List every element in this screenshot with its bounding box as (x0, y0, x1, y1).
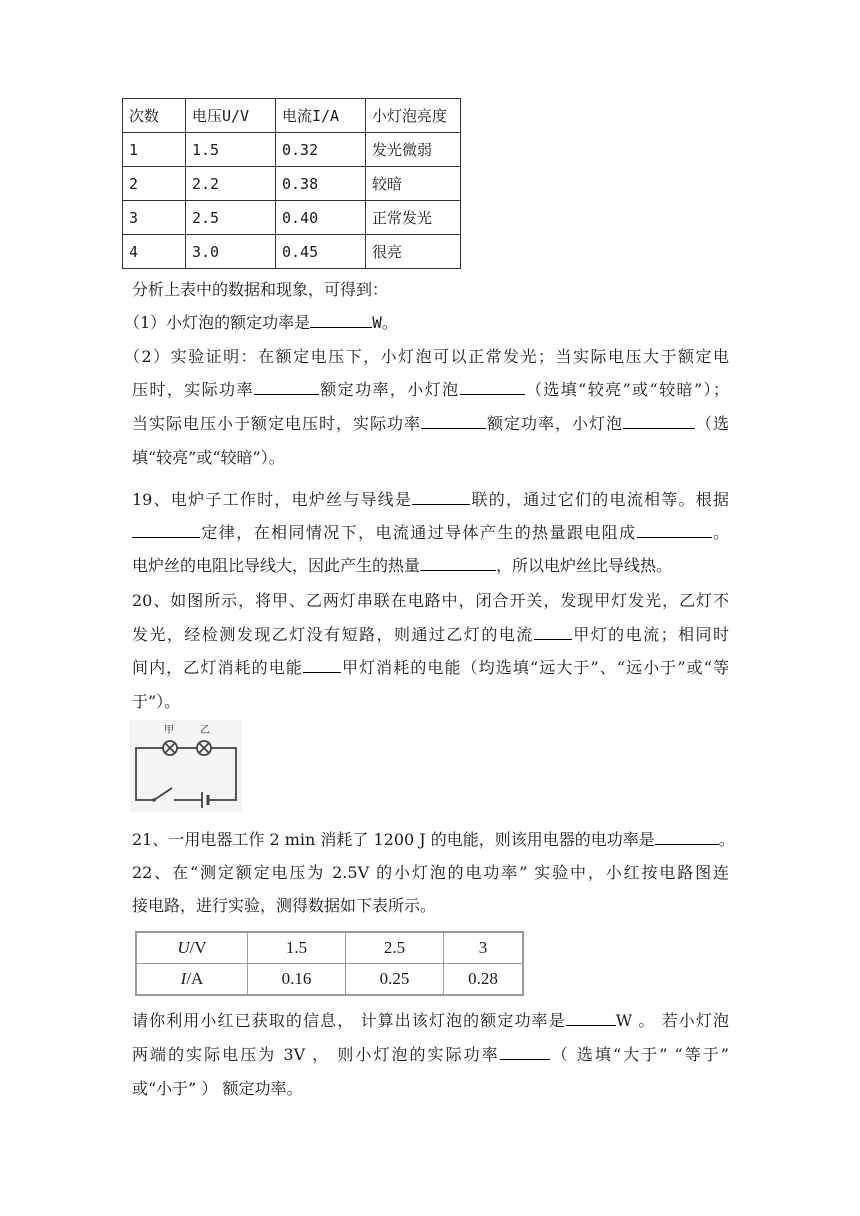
q18-text: 额定功率，小灯泡 (485, 414, 623, 433)
table-cell: 2.5 (186, 201, 276, 235)
q19-line3 (132, 556, 672, 576)
table-cell: 很亮 (366, 235, 461, 269)
q18-intro: 分析上表中的数据和现象，可得到： (132, 280, 389, 299)
q22-text: 请你利用小红已获取的信息， 计算出该灯泡的额定功率是 (132, 1011, 566, 1030)
answer-blank[interactable] (412, 490, 470, 505)
q22-line1: 22、在“测定额定电压为 2.5V 的小灯泡的电功率” 实验中，小红按电路图连 (132, 863, 729, 882)
answer-blank[interactable] (500, 1045, 550, 1060)
answer-blank[interactable] (303, 658, 341, 673)
answer-blank[interactable] (420, 556, 496, 571)
table-row (123, 133, 461, 167)
table-row (123, 201, 461, 235)
q19-text: 。 (711, 523, 729, 542)
table-cell: 发光微弱 (366, 133, 461, 167)
answer-blank[interactable] (132, 523, 200, 538)
table-cell: 3.0 (186, 235, 276, 269)
answer-blank[interactable] (534, 625, 572, 640)
table-cell: 0.16 (248, 964, 346, 996)
q20-line1: 20、如图所示，将甲、乙两灯串联在电路中，闭合开关，发现甲灯发光，乙灯不 (132, 591, 729, 610)
q18-text: 额定功率，小灯泡 (318, 380, 460, 399)
q22-line5: 或“小于” ） 额定功率。 (132, 1079, 303, 1098)
q18-part1-unit: W。 (372, 313, 398, 332)
table-cell: 1 (123, 133, 186, 167)
answer-blank[interactable] (655, 830, 719, 845)
table-cell: 0.28 (444, 964, 524, 996)
q19-text: 定律，在相同情况下，电流通过导体产生的热量跟电阻成 (200, 523, 637, 542)
q22-line4 (132, 1045, 729, 1065)
answer-blank[interactable] (566, 1011, 616, 1026)
q18-text: 当实际电压小于额定电压时，实际功率 (132, 414, 421, 433)
table-cell: 1.5 (248, 932, 346, 964)
q20-text: 间内，乙灯消耗的电能 (132, 658, 303, 677)
answer-blank[interactable] (421, 414, 486, 429)
q22-line3 (132, 1011, 729, 1031)
q19-line2 (132, 523, 729, 543)
table-cell: 2.5 (346, 932, 444, 964)
header-cell: 次数 (123, 99, 186, 133)
q22-text: （ 选填“大于” “等于” (549, 1045, 729, 1064)
voltage-current-table (135, 931, 524, 996)
answer-blank[interactable] (310, 313, 372, 328)
series-circuit-diagram (130, 720, 242, 812)
q18-text: 压时，实际功率 (132, 380, 254, 399)
table-cell: 正常发光 (366, 201, 461, 235)
table-cell: 0.45 (276, 235, 366, 269)
answer-blank[interactable] (460, 380, 525, 395)
q21-text: 。 (718, 830, 735, 849)
q19-line1 (132, 490, 729, 510)
q19-text: 联的，通过它们的电流相等。根据 (470, 490, 729, 509)
q18-part2-line2 (132, 380, 729, 400)
table-cell: 0.40 (276, 201, 366, 235)
table-row (136, 964, 523, 996)
table-row (123, 167, 461, 201)
q20-line3 (132, 658, 729, 678)
q18-part1 (124, 313, 398, 333)
q18-part1-text: （1）小灯泡的额定功率是 (124, 313, 311, 332)
header-cell: 电流I/A (276, 99, 366, 133)
q20-line2 (132, 625, 729, 645)
q19-text: 19、电炉子工作时，电炉丝与导线是 (132, 490, 413, 509)
table-row (123, 235, 461, 269)
brightness-data-table (122, 98, 461, 269)
header-cell: 电压U/V (186, 99, 276, 133)
q19-text: 电炉丝的电阻比导线大，因此产生的热量 (132, 556, 421, 575)
table-cell: 4 (123, 235, 186, 269)
lamp-label-yi: 乙 (200, 725, 210, 736)
q20-line4: 于”）。 (132, 692, 181, 711)
table-cell: 1.5 (186, 133, 276, 167)
q20-text: 甲灯消耗的电能（均选填“远大于”、“远小于”或“等 (340, 658, 729, 677)
table-cell: 2.2 (186, 167, 276, 201)
q18-part2-line4: 填“较亮”或“较暗”）。 (132, 448, 285, 467)
q22-text: 两端的实际电压为 3V ， 则小灯泡的实际功率 (132, 1045, 500, 1064)
q21-text: 21、一用电器工作 2 min 消耗了 1200 J 的电能，则该用电器的电功率是 (132, 830, 655, 849)
row-header-voltage: U/V (136, 932, 248, 964)
table-cell: 0.38 (276, 167, 366, 201)
lamp-label-jia: 甲 (164, 725, 174, 736)
table-cell: 2 (123, 167, 186, 201)
table-cell: 3 (444, 932, 524, 964)
table-cell: 3 (123, 201, 186, 235)
q22-text: W 。 若小灯泡 (615, 1011, 729, 1030)
row-header-current: I/A (136, 964, 248, 996)
q19-text: ，所以电炉丝比导线热。 (496, 556, 673, 575)
table-row (136, 932, 523, 964)
answer-blank[interactable] (623, 414, 695, 429)
q18-part2-line3 (132, 414, 729, 434)
table-cell: 0.25 (346, 964, 444, 996)
answer-blank[interactable] (254, 380, 319, 395)
header-cell: 小灯泡亮度 (366, 99, 461, 133)
switch-icon (152, 798, 156, 802)
q20-text: 发光，经检测发现乙灯没有短路，则通过乙灯的电流 (132, 625, 534, 644)
table-header-row (123, 99, 461, 133)
table-cell: 较暗 (366, 167, 461, 201)
answer-blank[interactable] (637, 523, 712, 538)
q18-text: （选填“较亮”或“较暗”）； (524, 380, 729, 399)
q21-line (132, 830, 735, 850)
q18-text: （选 (694, 414, 729, 433)
q22-line2: 接电路，进行实验，测得数据如下表所示。 (132, 896, 437, 915)
q20-text: 甲灯的电流；相同时 (571, 625, 729, 644)
table-cell: 0.32 (276, 133, 366, 167)
q18-part2-line1: （2）实验证明：在额定电压下，小灯泡可以正常发光；当实际电压大于额定电 (124, 347, 729, 366)
